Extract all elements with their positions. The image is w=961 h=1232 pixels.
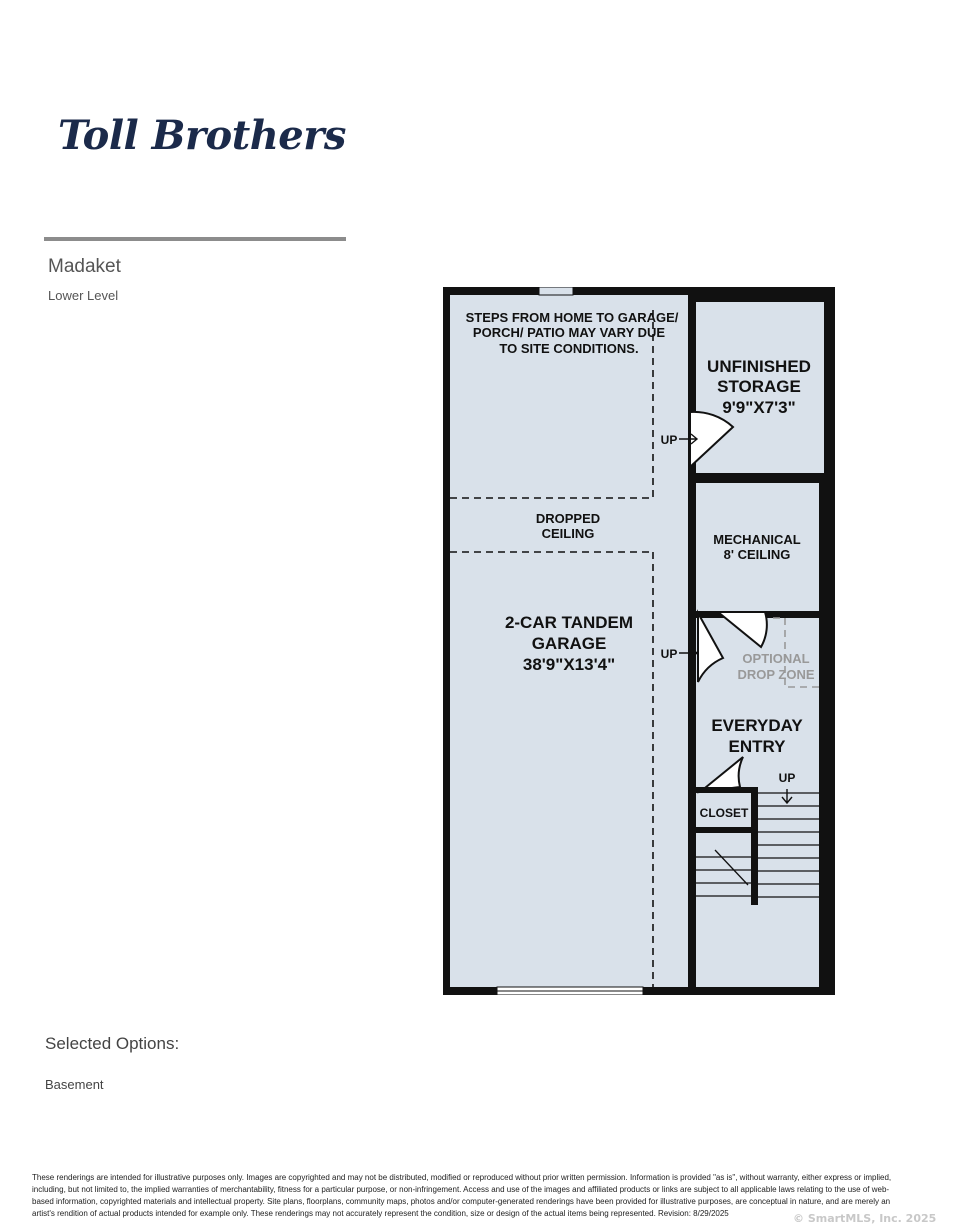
- note-line-3: TO SITE CONDITIONS.: [499, 341, 639, 356]
- dropzone-label-1: OPTIONAL: [742, 651, 810, 666]
- entry-label-2: ENTRY: [728, 737, 786, 756]
- toll-brothers-logo: Toll Brothers: [58, 112, 346, 159]
- storage-label-2: STORAGE: [717, 377, 801, 396]
- mechanical-label-2: 8' CEILING: [723, 547, 791, 562]
- dropped-label-1: DROPPED: [535, 511, 601, 526]
- up-label-2: UP: [660, 647, 678, 661]
- top-window: [539, 287, 573, 295]
- dropzone-label-2: DROP ZONE: [737, 667, 815, 682]
- garage-label-1: 2-CAR TANDEM: [504, 613, 634, 632]
- up-label-1: UP: [660, 433, 678, 447]
- selected-option-item: Basement: [45, 1077, 104, 1092]
- garage-label-3: 38'9"X13'4": [522, 655, 616, 674]
- header-rule: [44, 237, 346, 241]
- garage-label-2: GARAGE: [531, 634, 607, 653]
- mechanical-label-1: MECHANICAL: [713, 532, 801, 547]
- model-name: Madaket: [48, 256, 121, 277]
- storage-label-1: UNFINISHED: [707, 357, 811, 376]
- closet-label: CLOSET: [699, 806, 749, 820]
- entry-label-1: EVERYDAY: [711, 716, 803, 735]
- floorplan: [443, 287, 835, 995]
- up-label-3: UP: [778, 771, 796, 785]
- note-line-2: PORCH/ PATIO MAY VARY DUE: [472, 325, 666, 340]
- note-line-1: STEPS FROM HOME TO GARAGE/: [465, 310, 679, 325]
- smartmls-watermark: © SmartMLS, Inc. 2025: [793, 1212, 937, 1225]
- level-name: Lower Level: [48, 288, 119, 303]
- dropped-label-2: CEILING: [541, 526, 595, 541]
- disclaimer: These renderings are intended for illustrative purposes only. Images are copyrighted and may not be distributed, modified or reproduced without prior written permission. Information is provided "as is", without warranty, either express or implied, including, but not limited to, the implied warranties of merchantability, fitness for a particular purpose, or non-infringement. Access and use of the images and affiliated products or links are subject to all applicable laws relating to the use of web-based information, copyrighted materials and intellectual property. Site plans, floorplans, community maps, photos and/or computer-generated renderings have been provided for illustrative purposes, are conceptual in nature, and are merely an artist's rendition of actual products intended for example only. These renderings may not accurately represent the condition, size or design of the actual items being represented. Revision: 8/29/2025: [32, 1173, 892, 1218]
- selected-options-heading: Selected Options:: [45, 1034, 180, 1053]
- storage-label-3: 9'9"X7'3": [722, 398, 796, 417]
